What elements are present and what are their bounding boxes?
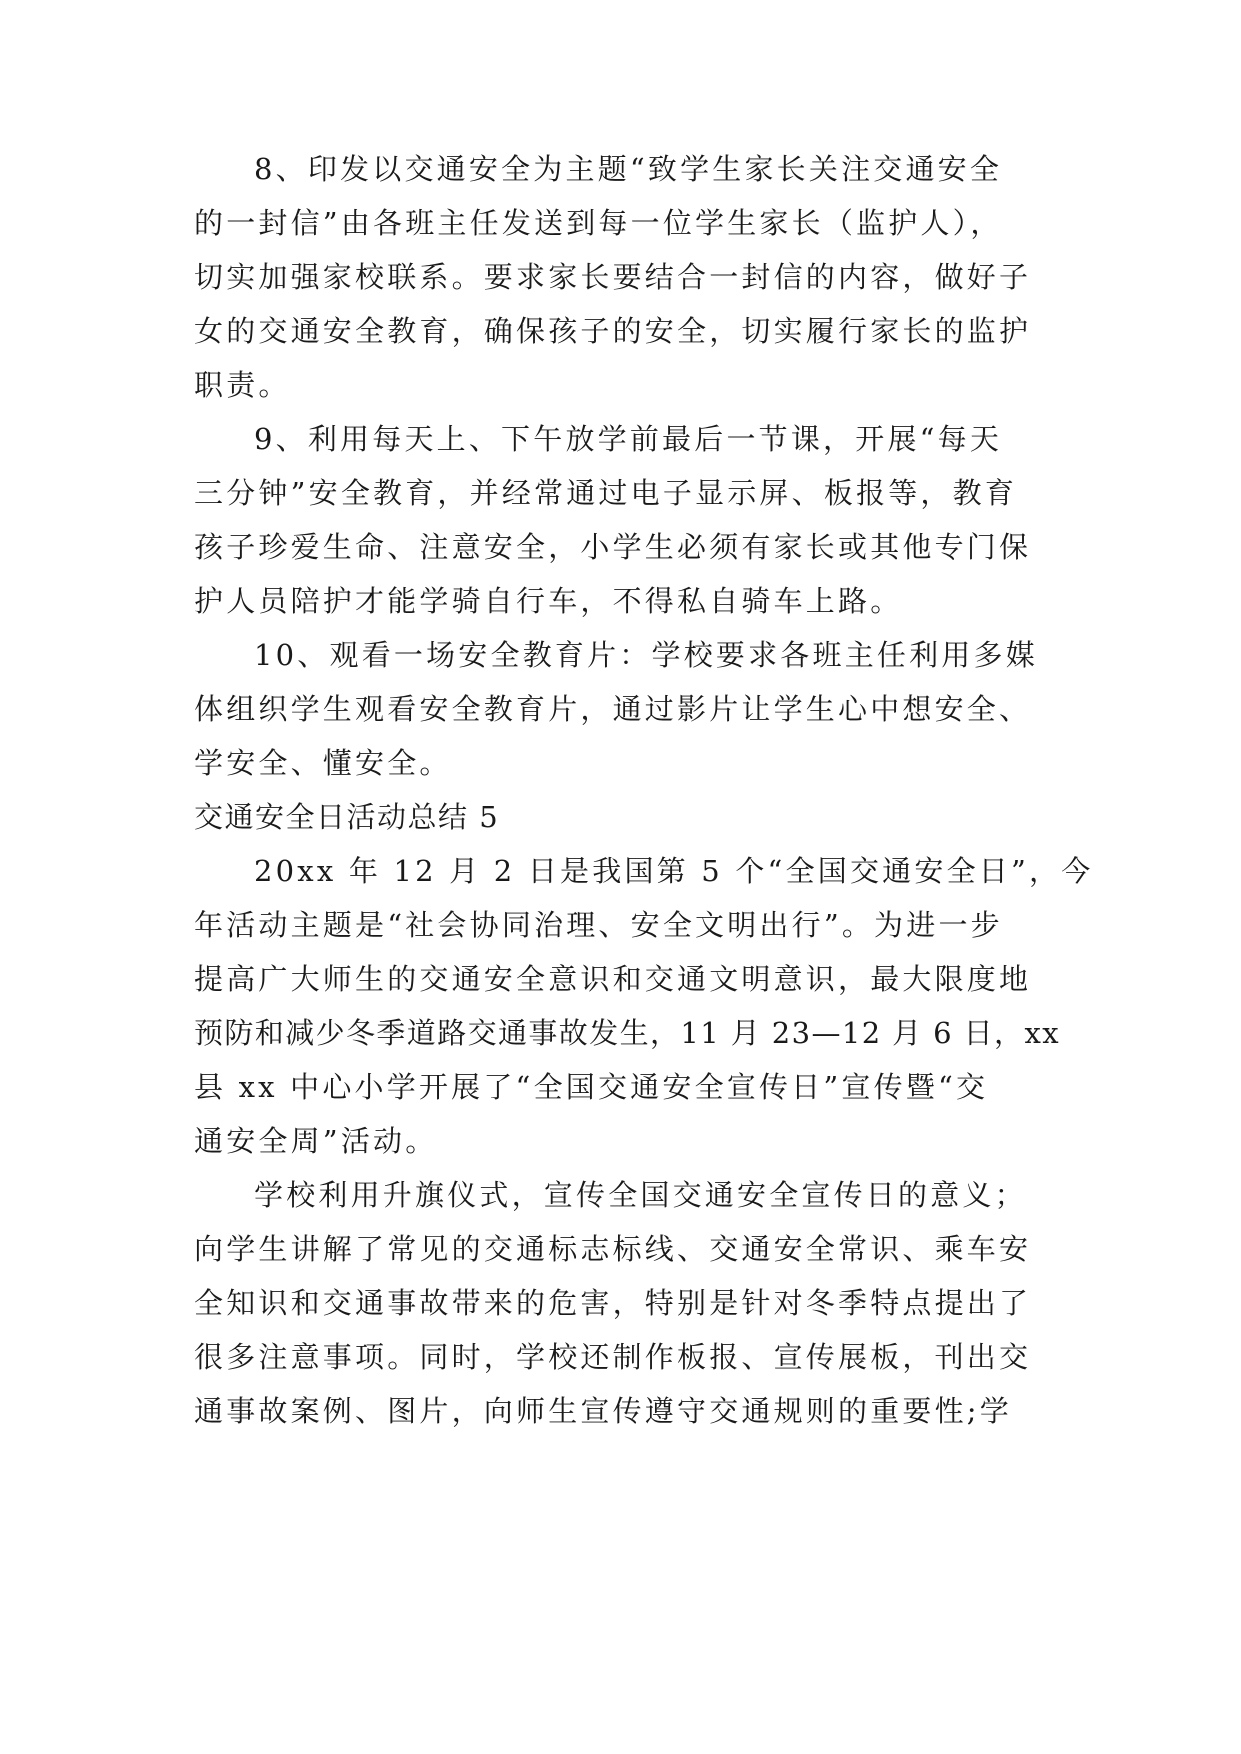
- paragraph-8-line-5: 职责。: [194, 368, 291, 402]
- paragraph-10-line-2: 体组织学生观看安全教育片，通过影片让学生心中想安全、: [194, 692, 1032, 726]
- summary-paragraph-1-line-1: 20xx 年 12 月 2 日是我国第 5 个“全国交通安全日”，今: [254, 854, 1094, 888]
- summary-paragraph-2-line-1: 学校利用升旗仪式，宣传全国交通安全宣传日的意义；: [254, 1178, 1027, 1212]
- paragraph-8-line-4: 女的交通安全教育，确保孩子的安全，切实履行家长的监护: [194, 314, 1032, 348]
- summary-paragraph-2-line-5: 通事故案例、图片，向师生宣传遵守交通规则的重要性;学: [194, 1394, 1012, 1428]
- summary-paragraph-2-line-2: 向学生讲解了常见的交通标志标线、交通安全常识、乘车安: [194, 1232, 1032, 1266]
- paragraph-10-line-1: 10、观看一场安全教育片：学校要求各班主任利用多媒: [254, 638, 1038, 672]
- paragraph-8-line-2: 的一封信”由各班主任发送到每一位学生家长（监护人），: [194, 206, 1003, 240]
- paragraph-8-line-3: 切实加强家校联系。要求家长要结合一封信的内容，做好子: [194, 260, 1032, 294]
- paragraph-8-line-1: 8、印发以交通安全为主题“致学生家长关注交通安全: [254, 152, 1003, 186]
- paragraph-9-line-3: 孩子珍爱生命、注意安全，小学生必须有家长或其他专门保: [194, 530, 1032, 564]
- summary-paragraph-1-line-6: 通安全周”活动。: [194, 1124, 438, 1158]
- paragraph-9-line-2: 三分钟”安全教育，并经常通过电子显示屏、板报等，教育: [194, 476, 1018, 510]
- summary-paragraph-2-line-4: 很多注意事项。同时，学校还制作板报、宣传展板，刊出交: [194, 1340, 1032, 1374]
- paragraph-10-line-3: 学安全、懂安全。: [194, 746, 452, 780]
- paragraph-9-line-1: 9、利用每天上、下午放学前最后一节课，开展“每天: [254, 422, 1003, 456]
- summary-paragraph-1-line-5: 县 xx 中心小学开展了“全国交通安全宣传日”宣传暨“交: [194, 1070, 989, 1104]
- summary-paragraph-2-line-3: 全知识和交通事故带来的危害，特别是针对冬季特点提出了: [194, 1286, 1032, 1320]
- paragraph-9-line-4: 护人员陪护才能学骑自行车，不得私自骑车上路。: [194, 584, 903, 618]
- summary-paragraph-1-line-2: 年活动主题是“社会协同治理、安全文明出行”。为进一步: [194, 908, 1003, 942]
- section-heading: 交通安全日活动总结 5: [194, 800, 500, 834]
- summary-paragraph-1-line-3: 提高广大师生的交通安全意识和交通文明意识，最大限度地: [194, 962, 1032, 996]
- summary-paragraph-1-line-4: 预防和减少冬季道路交通事故发生，11 月 23—12 月 6 日，xx: [194, 1016, 1060, 1050]
